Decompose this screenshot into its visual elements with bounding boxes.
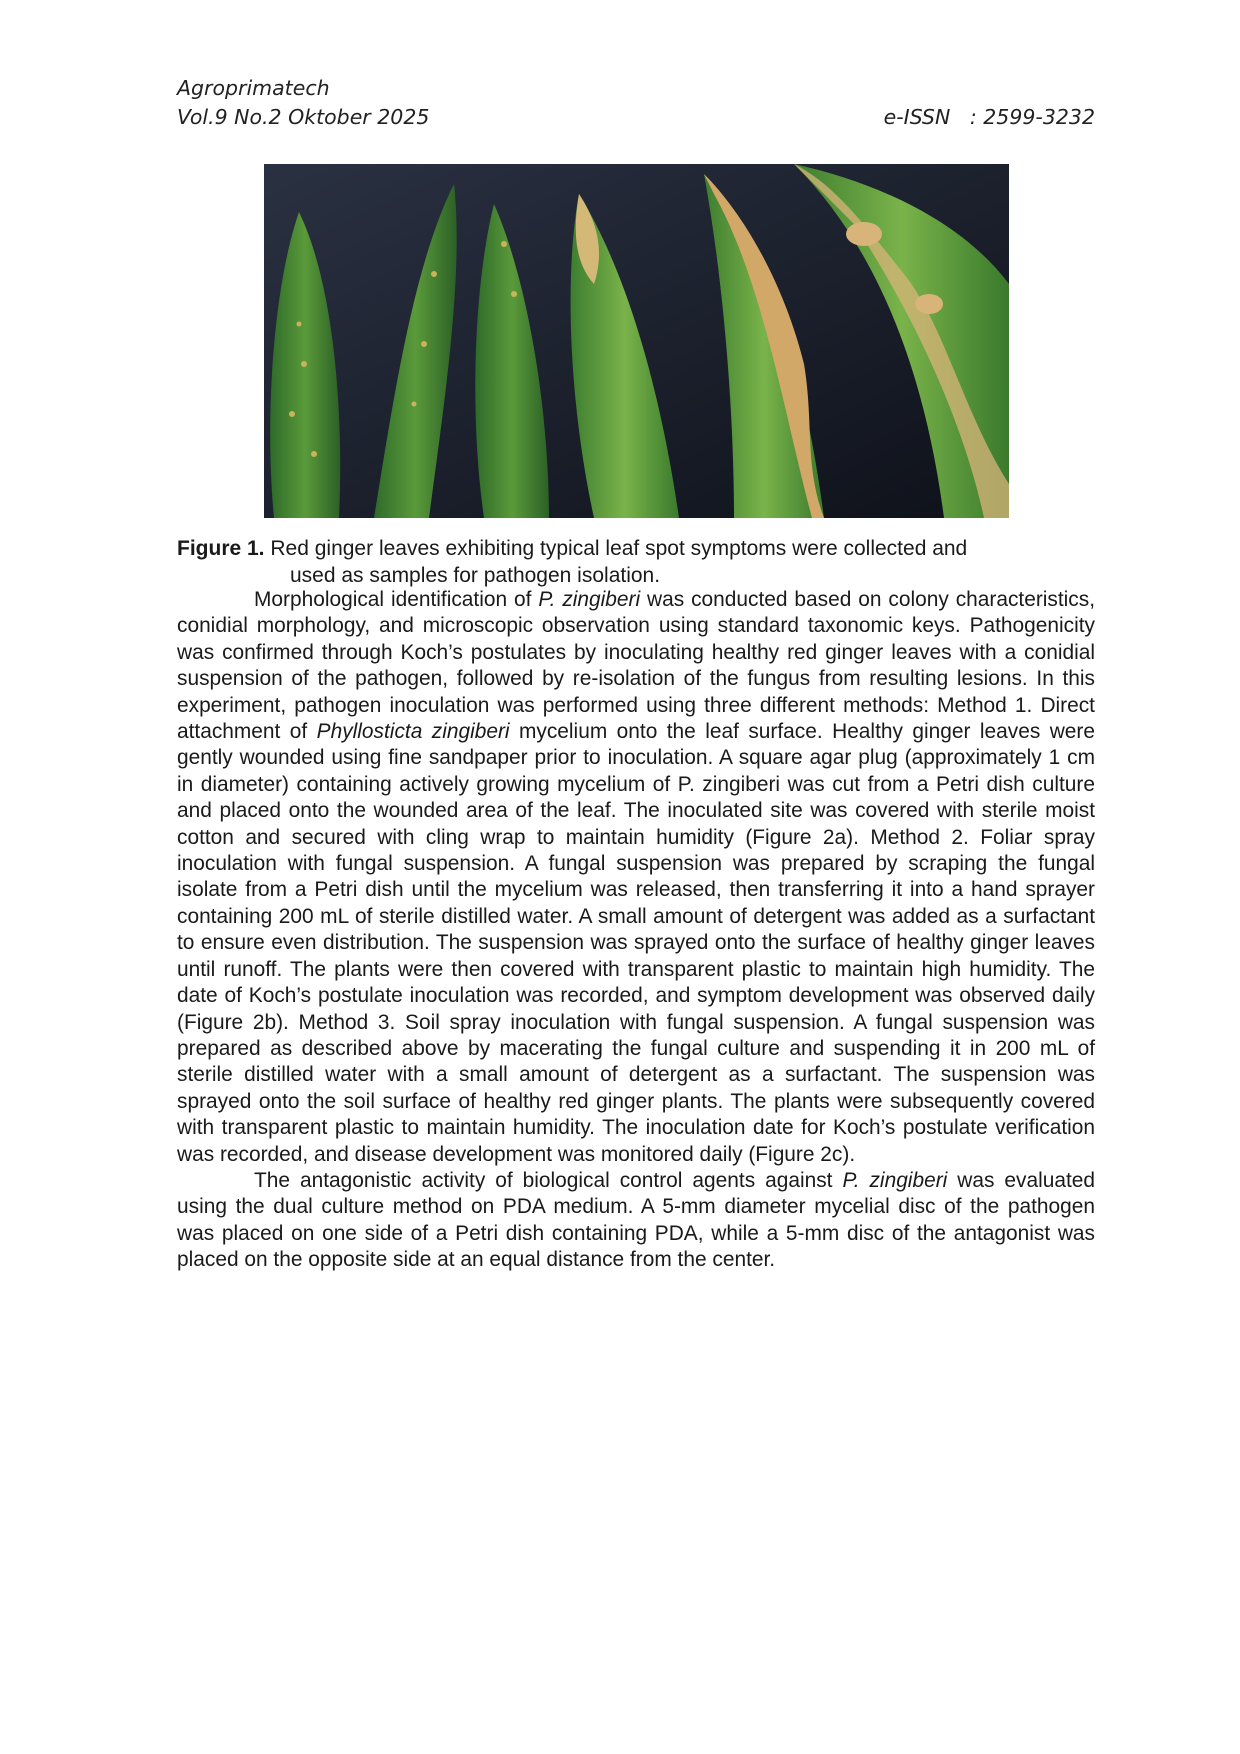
figure-1-photo <box>264 164 1009 518</box>
paragraph-text: mycelium onto the leaf surface. Healthy ginger leaves were gently wounded using fine sandpaper prior to inoculation. A square agar plug (approximately 1 cm in diameter) containing actively growing mycelium of P. zingiberi was cut from a Petri dish culture and placed onto the wounded area of the leaf. The inoculated site was covered with sterile moist cotton and secured with cling wrap to maintain humidity (Figure 2a). Method 2. Foliar spray inoculation with fungal suspension. A fungal suspension was prepared by scraping the fungal isolate from a Petri dish until the mycelium was released, then transferring it into a hand sprayer containing 200 mL of sterile distilled water. A small amount of detergent was added as a surfactant to ensure even distribution. The suspension was sprayed onto the surface of healthy ginger leaves until runoff. The plants were then covered with transparent plastic to maintain high humidity. The date of Koch’s postulate inoculation was recorded, and symptom development was observed daily (Figure 2b). Method 3. Soil spray inoculation with fungal suspension. A fungal suspension was prepared as described above by macerating the fungal culture and suspending it in 200 mL of sterile distilled water with a small amount of detergent as a surfactant. The suspension was sprayed onto the soil surface of healthy red ginger plants. The plants were subsequently covered with transparent plastic to maintain humidity. The inoculation date for Koch’s postulate verification was recorded, and disease development was monitored daily (Figure 2c). <box>177 720 1095 1166</box>
species-name: Phyllosticta zingiberi <box>316 720 510 744</box>
paragraph-text: was conducted based on colony characteristics, conidial morphology, and microscopic observation using standard taxonomic keys. Pathogenicity was confirmed through Koch’s postulates by inoculating healthy red ginger leaves with a conidial suspension of the pathogen, followed by re-isolation of the fungus from resulting lesions. In this experiment, pathogen inoculation was performed using three different methods: Method 1. Direct attachment of <box>177 588 1096 744</box>
paragraph-methods <box>177 587 1095 1168</box>
caption-text-line2: used as samples for pathogen isolation. <box>290 564 661 587</box>
running-header <box>177 74 1095 132</box>
species-name: P. zingiberi <box>538 588 641 611</box>
paragraph-text: The antagonistic activity of biological control agents against <box>254 1168 843 1192</box>
paragraph-antagonist <box>177 1168 1095 1274</box>
ginger-leaves-image <box>264 164 1009 518</box>
figure-caption <box>177 535 1057 589</box>
journal-name: Agroprimatech <box>177 76 330 100</box>
body-text <box>177 587 1095 1274</box>
species-name: P. zingiberi <box>842 1168 948 1192</box>
caption-text-line1: Red ginger leaves exhibiting typical leaf spot symptoms were collected and <box>270 537 968 560</box>
paragraph-text: was evaluated using the dual culture method on PDA medium. A 5-mm diameter mycelial disc of the pathogen was placed on one side of a Petri dish containing PDA, while a 5-mm disc of the antagonist was placed on the opposite side at an equal distance from the center. <box>177 1168 1095 1272</box>
issn-number: e-ISSN : 2599-3232 <box>883 105 1095 129</box>
paragraph-text: Morphological identification of <box>254 588 539 611</box>
figure-label: Figure 1. <box>177 537 265 560</box>
volume-issue: Vol.9 No.2 Oktober 2025 <box>177 105 430 129</box>
